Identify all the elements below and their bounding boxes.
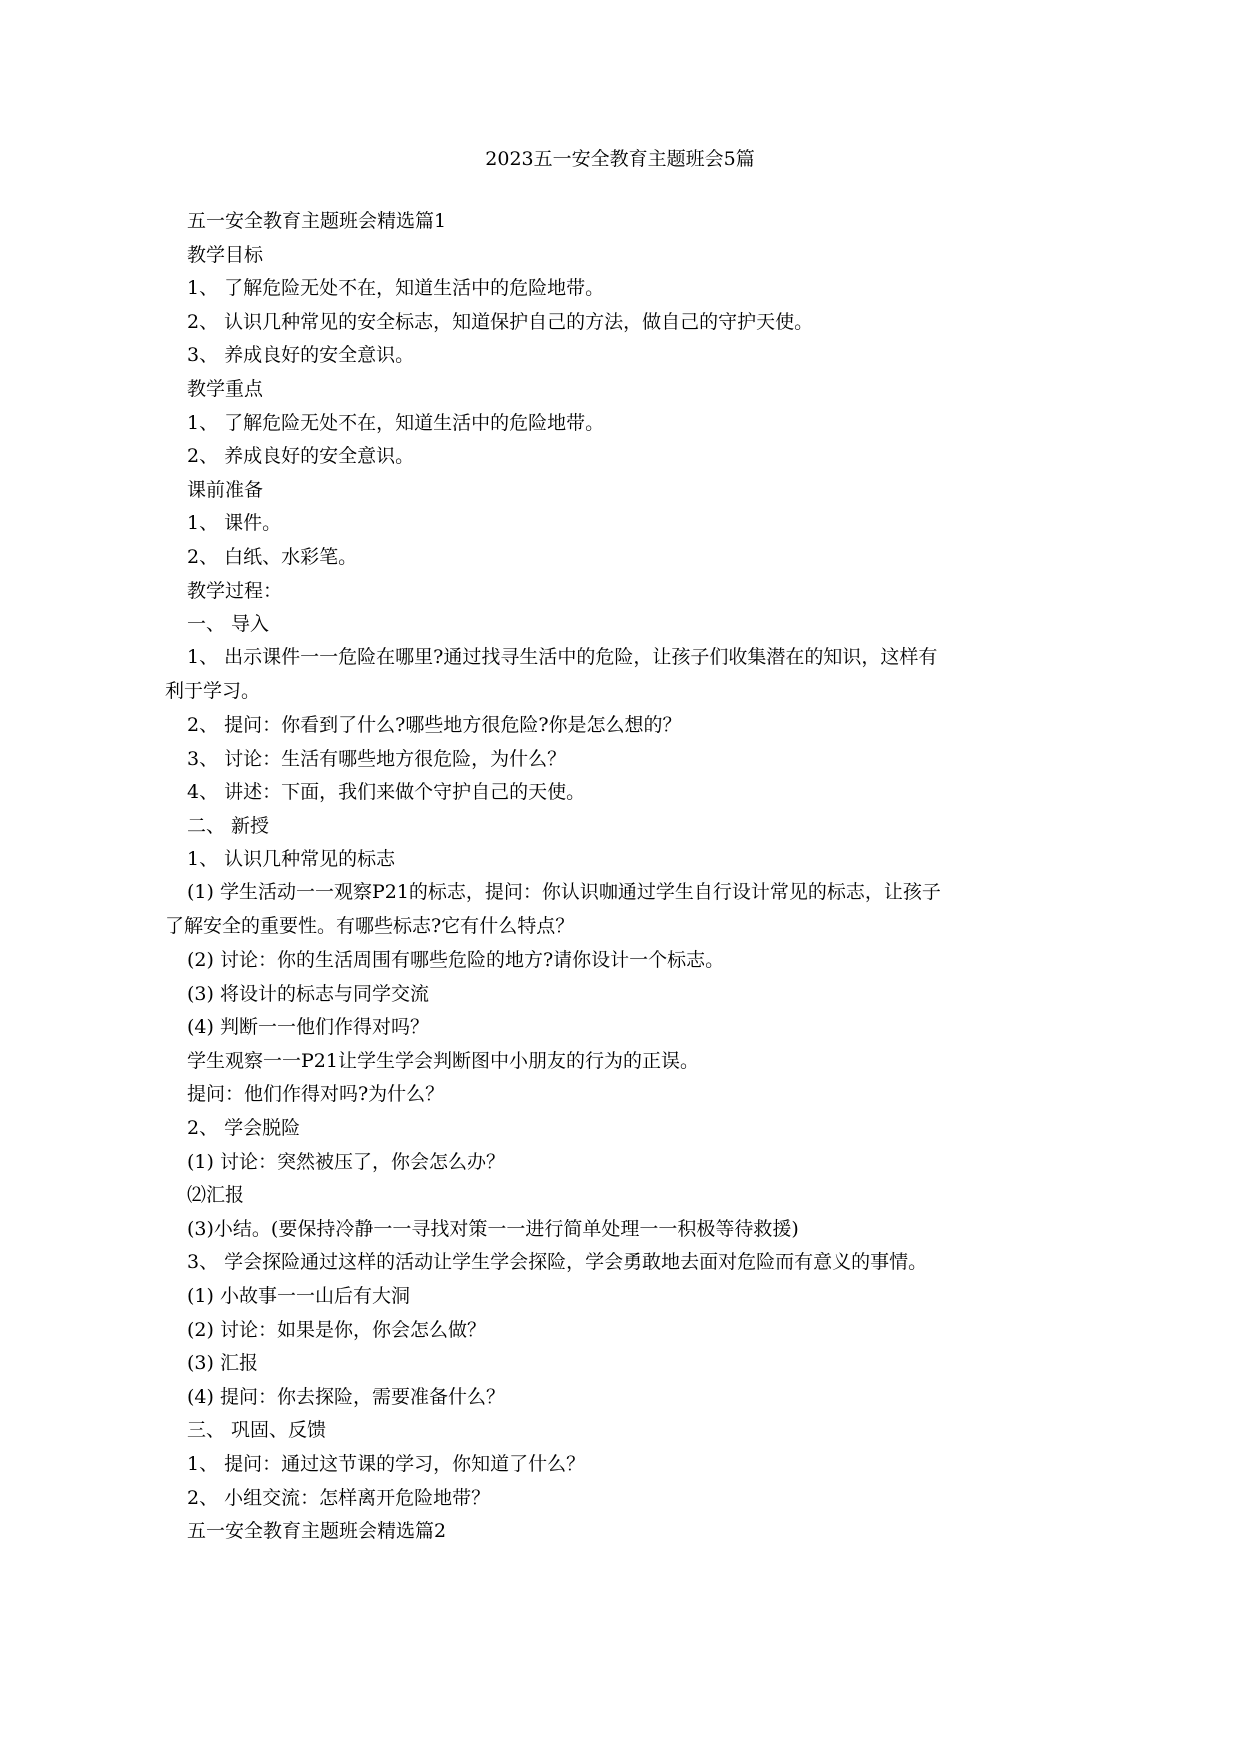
subheading: 课前准备 bbox=[187, 478, 264, 501]
list-item: 1、 了解危险无处不在，知道生活中的危险地带。 bbox=[187, 411, 605, 434]
paragraph-line: 了解安全的重要性。有哪些标志?它有什么特点？ bbox=[165, 914, 575, 937]
list-item: (4) 提问：你去探险，需要准备什么？ bbox=[187, 1385, 505, 1408]
list-item: 提问：他们作得对吗?为什么？ bbox=[187, 1083, 445, 1106]
list-item: (3) 汇报 bbox=[187, 1352, 258, 1375]
document-title: 2023五一安全教育主题班会5篇 bbox=[485, 148, 755, 170]
list-item: (2) 讨论：如果是你，你会怎么做？ bbox=[187, 1318, 486, 1341]
list-item: (3)小结。(要保持冷静一一寻找对策一一进行简单处理一一积极等待救援) bbox=[187, 1217, 799, 1240]
list-item: 2、 白纸、水彩笔。 bbox=[187, 545, 358, 568]
document-body bbox=[165, 209, 1047, 1553]
list-item: 1、 课件。 bbox=[187, 512, 282, 535]
list-item: 2、 提问：你看到了什么?哪些地方很危险?你是怎么想的？ bbox=[187, 713, 682, 736]
list-item: 2、 认识几种常见的安全标志，知道保护自己的方法，做自己的守护天使。 bbox=[187, 310, 814, 333]
paragraph-line: 利于学习。 bbox=[165, 679, 261, 702]
list-item: 三、 巩固、反馈 bbox=[187, 1419, 327, 1442]
paragraph bbox=[165, 641, 1047, 708]
list-item: 4、 讲述：下面，我们来做个守护自己的天使。 bbox=[187, 781, 586, 804]
list-item: (1) 讨论：突然被压了，你会怎么办？ bbox=[187, 1150, 505, 1173]
subheading: 教学过程： bbox=[187, 579, 283, 602]
list-item: 3、 养成良好的安全意识。 bbox=[187, 344, 415, 367]
list-item: ⑵汇报 bbox=[187, 1184, 245, 1207]
list-item: 1、 了解危险无处不在，知道生活中的危险地带。 bbox=[187, 277, 605, 300]
paragraph bbox=[165, 876, 1047, 943]
list-item: 1、 提问：通过这节课的学习，你知道了什么？ bbox=[187, 1452, 586, 1475]
list-item: (2) 讨论：你的生活周围有哪些危险的地方?请你设计一个标志。 bbox=[187, 949, 725, 972]
list-item: 3、 讨论：生活有哪些地方很危险，为什么？ bbox=[187, 747, 567, 770]
list-item: (1) 小故事一一山后有大洞 bbox=[187, 1285, 410, 1307]
list-item: (3) 将设计的标志与同学交流 bbox=[187, 982, 429, 1005]
paragraph-line: (1) 学生活动一一观察P21的标志，提问：你认识咖通过学生自行设计常见的标志，让孩子 bbox=[187, 881, 941, 904]
list-item: 学生观察一一P21让学生学会判断图中小朋友的行为的正误。 bbox=[187, 1049, 699, 1072]
section-heading: 五一安全教育主题班会精选篇1 bbox=[187, 210, 447, 232]
list-item: (4) 判断一一他们作得对吗？ bbox=[187, 1016, 429, 1039]
subheading: 教学重点 bbox=[187, 377, 264, 400]
list-item: 一、 导入 bbox=[187, 613, 270, 636]
list-item: 3、 学会探险通过这样的活动让学生学会探险，学会勇敢地去面对危险而有意义的事情。 bbox=[187, 1251, 928, 1274]
list-item: 2、 小组交流：怎样离开危险地带？ bbox=[187, 1486, 491, 1509]
list-item: 二、 新授 bbox=[187, 814, 270, 837]
list-item: 1、 认识几种常见的标志 bbox=[187, 848, 396, 871]
list-item: 2、 学会脱险 bbox=[187, 1117, 301, 1140]
paragraph-line: 1、 出示课件一一危险在哪里?通过找寻生活中的危险，让孩子们收集潜在的知识，这样有 bbox=[187, 645, 938, 668]
list-item: 2、 养成良好的安全意识。 bbox=[187, 445, 415, 468]
section-heading: 五一安全教育主题班会精选篇2 bbox=[187, 1520, 447, 1543]
subheading: 教学目标 bbox=[187, 243, 264, 266]
